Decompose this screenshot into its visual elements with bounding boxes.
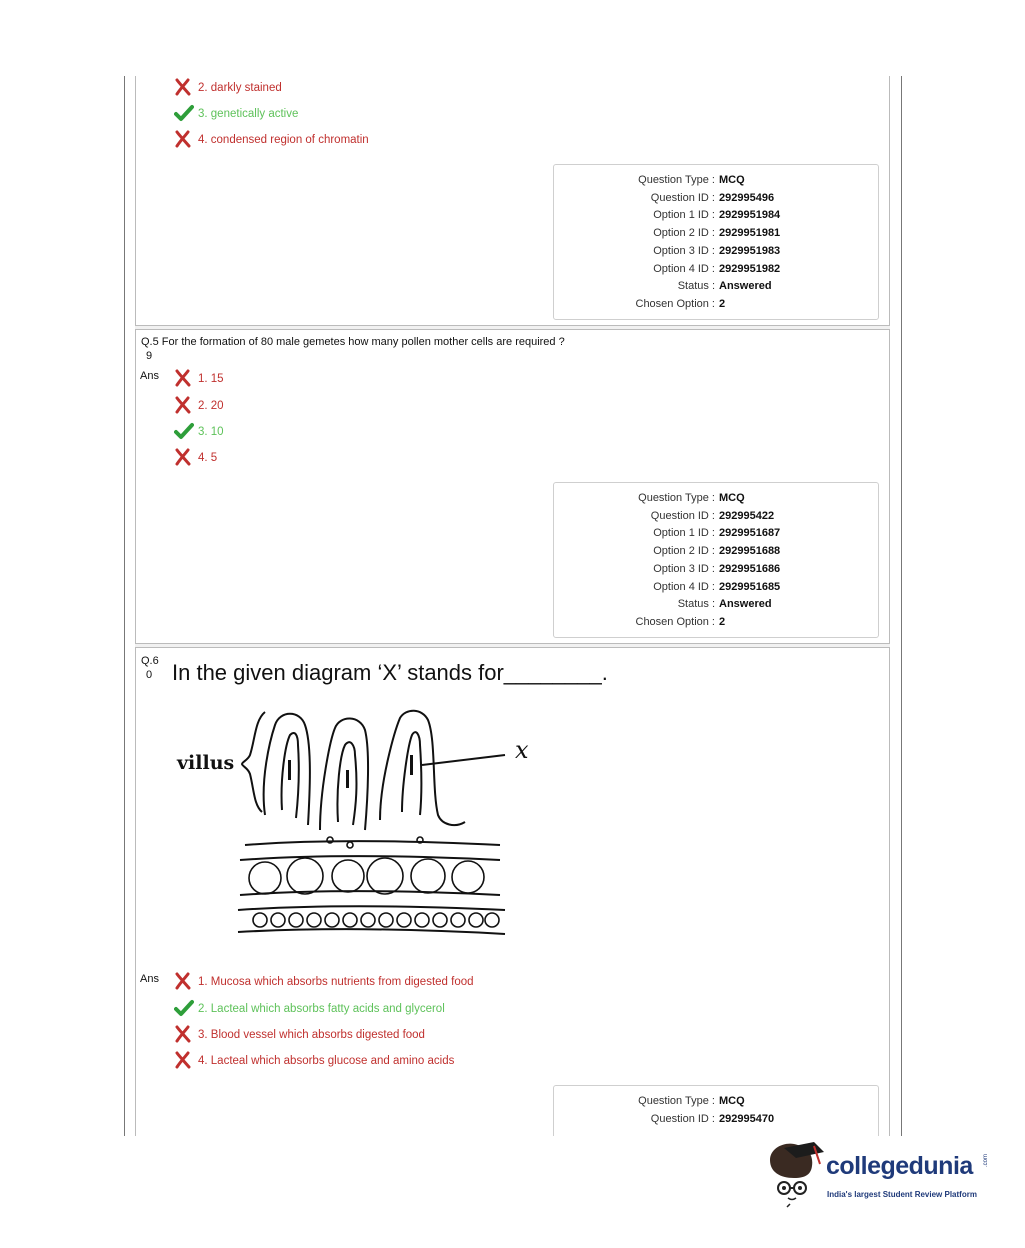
graduate-mascot-icon	[764, 1138, 826, 1208]
info-value: MCQ	[719, 492, 745, 504]
q4-option-4: 4. condensed region of chromatin	[174, 129, 369, 151]
info-key: Option 1 ID :	[653, 209, 715, 222]
info-value: 2	[719, 615, 726, 628]
logo-brand: collegedunia	[826, 1152, 973, 1180]
cross-icon	[174, 1025, 194, 1045]
q4-option-3: 3. genetically active	[174, 103, 298, 125]
info-key: Option 1 ID :	[653, 527, 715, 540]
info-value: 2929951688	[719, 545, 781, 558]
q6-number: Q.6	[141, 655, 159, 667]
info-row	[554, 508, 878, 524]
info-value: 2929951686	[719, 562, 781, 575]
q5-ans-label: Ans	[140, 370, 159, 382]
info-row	[554, 614, 878, 630]
cross-icon	[174, 396, 194, 416]
info-row	[554, 543, 878, 559]
info-value: 292995496	[719, 191, 775, 204]
villus-diagram	[170, 700, 550, 950]
info-value: 2929951982	[719, 262, 781, 275]
question-separator	[135, 325, 890, 330]
content-border-left	[135, 76, 136, 1136]
cross-icon	[174, 130, 194, 150]
info-key: Question Type :	[638, 492, 715, 504]
info-row	[554, 278, 878, 294]
q4-info-box	[553, 164, 879, 320]
info-row	[554, 225, 878, 241]
info-key: Question ID :	[650, 191, 715, 204]
info-row	[554, 579, 878, 595]
q5-marks: 9	[146, 350, 153, 362]
info-row	[554, 525, 878, 541]
content-border-right	[889, 76, 890, 1136]
q6-marks: 0	[146, 669, 153, 681]
info-row	[554, 243, 878, 259]
q6-ans-label: Ans	[140, 973, 159, 985]
check-icon	[174, 999, 194, 1019]
info-row	[554, 296, 878, 312]
cross-icon	[174, 1051, 194, 1071]
info-value: Answered	[719, 598, 772, 611]
info-key: Question ID :	[650, 1112, 715, 1125]
q4-option-2: 2. darkly stained	[174, 77, 282, 99]
check-icon	[174, 104, 194, 124]
check-icon	[174, 422, 194, 442]
info-key: Question Type :	[638, 1095, 715, 1107]
info-row	[554, 596, 878, 612]
q5-option-1: 1. 15	[174, 368, 224, 390]
q6-question: In the given diagram ‘X’ stands for________.	[172, 660, 608, 685]
cross-icon	[174, 369, 194, 389]
info-key: Status :	[677, 598, 715, 611]
info-value: 2929951984	[719, 209, 781, 222]
info-value: Answered	[719, 280, 772, 293]
q6-option-2: 2. Lacteal which absorbs fatty acids and glycerol	[174, 998, 445, 1020]
info-key: Chosen Option :	[635, 297, 715, 310]
info-row	[554, 207, 878, 223]
villus-diagram-drawing	[170, 700, 550, 950]
q5-option-2: 2. 20	[174, 395, 224, 417]
info-key: Option 4 ID :	[653, 580, 715, 593]
cross-icon	[174, 78, 194, 98]
info-row	[554, 1111, 878, 1127]
info-key: Status :	[677, 280, 715, 293]
q5-info-box	[553, 482, 879, 638]
info-key: Option 2 ID :	[653, 545, 715, 558]
info-key: Question ID :	[650, 509, 715, 522]
info-row	[554, 490, 878, 506]
info-value: 2	[719, 297, 726, 310]
page-frame-right	[901, 76, 902, 1136]
info-key: Option 4 ID :	[653, 262, 715, 275]
logo-tagline: India's largest Student Review Platform	[827, 1190, 977, 1199]
info-row	[554, 190, 878, 206]
info-row	[554, 1093, 878, 1109]
info-key: Option 2 ID :	[653, 227, 715, 240]
q5-option-4: 4. 5	[174, 447, 217, 469]
x-label: x	[515, 736, 529, 764]
info-row	[554, 172, 878, 188]
cross-icon	[174, 448, 194, 468]
villus-label: villus	[177, 752, 235, 774]
q6-option-1: 1. Mucosa which absorbs nutrients from digested food	[174, 971, 474, 993]
collegedunia-logo	[764, 1138, 994, 1218]
info-value: 2929951983	[719, 244, 781, 257]
info-value: 292995422	[719, 509, 775, 522]
info-value: MCQ	[719, 174, 745, 186]
info-value: 2929951685	[719, 580, 781, 593]
info-value: 292995470	[719, 1112, 775, 1125]
info-value: 2929951981	[719, 227, 781, 240]
q5-option-3: 3. 10	[174, 421, 224, 443]
cross-icon	[174, 972, 194, 992]
info-key: Question Type :	[638, 174, 715, 186]
info-key: Chosen Option :	[635, 615, 715, 628]
question-separator	[135, 643, 890, 648]
q5-question: Q.5 For the formation of 80 male gemetes how many pollen mother cells are required ?	[141, 336, 565, 348]
info-key: Option 3 ID :	[653, 244, 715, 257]
info-value: 2929951687	[719, 527, 781, 540]
info-key: Option 3 ID :	[653, 562, 715, 575]
info-row	[554, 261, 878, 277]
q6-option-3: 3. Blood vessel which absorbs digested food	[174, 1024, 425, 1046]
page-frame-left	[124, 76, 125, 1136]
info-row	[554, 561, 878, 577]
logo-suffix: .com	[983, 1154, 989, 1168]
info-value: MCQ	[719, 1095, 745, 1107]
q6-option-4: 4. Lacteal which absorbs glucose and amino acids	[174, 1050, 454, 1072]
